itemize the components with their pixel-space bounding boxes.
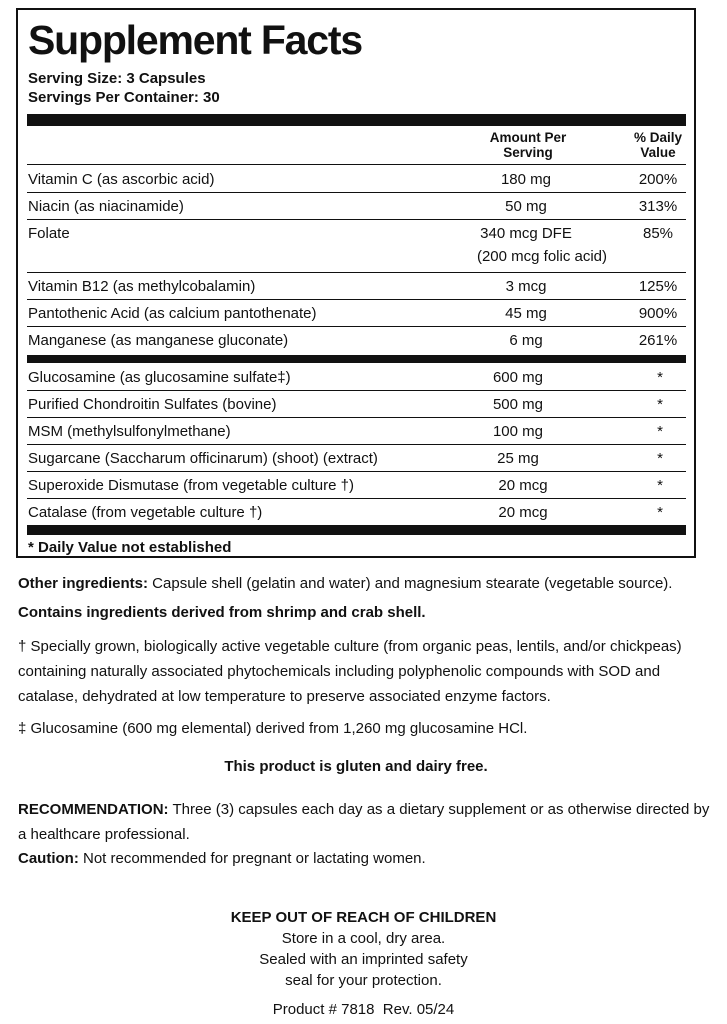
nutrient-amount: 6 mg xyxy=(509,332,543,349)
nutrient-amount: 50 mg xyxy=(505,198,547,215)
double-dagger-footnote: ‡ Glucosamine (600 mg elemental) derived from 1,260 mg glucosamine HCl. xyxy=(18,720,528,737)
row-rule xyxy=(27,417,686,418)
header-daily-value: % Daily Value xyxy=(633,130,683,160)
row-rule xyxy=(27,272,686,273)
ingredient-amount: 25 mg xyxy=(497,450,539,467)
row-rule xyxy=(27,444,686,445)
other-ingredients-text: Capsule shell (gelatin and water) and magnesium stearate (vegetable source). xyxy=(148,575,673,592)
nutrient-daily-value: 261% xyxy=(638,332,678,349)
storage-line-1: Store in a cool, dry area. xyxy=(281,930,446,947)
supplement-facts-panel xyxy=(16,8,696,558)
nutrient-daily-value: 313% xyxy=(638,198,678,215)
keep-out-of-reach: KEEP OUT OF REACH OF CHILDREN xyxy=(230,909,497,926)
storage-line-3: seal for your protection. xyxy=(285,972,442,989)
nutrient-amount: 180 mg xyxy=(500,171,552,188)
allergen-statement: Contains ingredients derived from shrimp and crab shell. xyxy=(18,604,426,621)
caution-label: Caution: xyxy=(18,850,79,867)
bottom-thick-bar xyxy=(27,525,686,535)
nutrient-daily-value: 125% xyxy=(638,278,678,295)
header-rule xyxy=(27,164,686,165)
serving-size: Serving Size: 3 Capsules xyxy=(28,70,206,87)
row-rule xyxy=(27,498,686,499)
ingredient-amount: 600 mg xyxy=(492,369,544,386)
caution-text: Not recommended for pregnant or lactating women. xyxy=(78,850,426,867)
ingredient-name: Sugarcane (Saccharum officinarum) (shoot) (extract) xyxy=(28,450,378,467)
ingredient-amount: 20 mcg xyxy=(498,477,548,494)
row-rule xyxy=(27,192,686,193)
other-ingredients-label: Other ingredients: xyxy=(18,575,149,592)
nutrient-daily-value: 85% xyxy=(642,225,674,242)
row-rule xyxy=(27,219,686,220)
nutrient-daily-value: 900% xyxy=(638,305,678,322)
ingredient-name: MSM (methylsulfonylmethane) xyxy=(28,423,231,440)
row-rule xyxy=(27,299,686,300)
nutrient-amount: 45 mg xyxy=(505,305,547,322)
gluten-dairy-free: This product is gluten and dairy free. xyxy=(224,758,488,775)
nutrient-amount: 3 mcg xyxy=(505,278,547,295)
ingredient-daily-value: * xyxy=(657,396,663,413)
ingredient-daily-value: * xyxy=(657,504,663,521)
row-rule xyxy=(27,326,686,327)
other-ingredients xyxy=(18,571,712,596)
nutrient-name: Manganese (as manganese gluconate) xyxy=(28,332,289,349)
nutrient-daily-value: 200% xyxy=(638,171,678,188)
ingredient-amount: 100 mg xyxy=(492,423,544,440)
nutrient-name: Pantothenic Acid (as calcium pantothenate) xyxy=(28,305,317,322)
nutrient-amount: 340 mcg DFE xyxy=(480,225,572,242)
ingredient-daily-value: * xyxy=(657,369,663,386)
product-number: Product # 7818 Rev. 05/24 xyxy=(272,1001,455,1018)
ingredient-amount: 20 mcg xyxy=(498,504,548,521)
section-thick-bar xyxy=(27,355,686,363)
top-thick-bar xyxy=(27,114,686,126)
ingredient-daily-value: * xyxy=(657,423,663,440)
recommendation xyxy=(18,797,712,847)
ingredient-name: Catalase (from vegetable culture †) xyxy=(28,504,263,521)
ingredient-name: Purified Chondroitin Sulfates (bovine) xyxy=(28,396,277,413)
ingredient-daily-value: * xyxy=(657,450,663,467)
nutrient-name: Vitamin B12 (as methylcobalamin) xyxy=(28,278,256,295)
recommendation-label: RECOMMENDATION: xyxy=(18,801,169,818)
dagger-footnote: † Specially grown, biologically active vegetable culture (from organic peas, lentils, and/or chickpeas) containing naturally associated phytochemicals including polyphenolic compounds with SOD and catalase, dehydrated at low temperature to preserve associated enzyme factors. xyxy=(18,638,682,705)
row-rule xyxy=(27,471,686,472)
nutrient-name: Niacin (as niacinamide) xyxy=(28,198,184,215)
daily-value-footnote: * Daily Value not established xyxy=(28,539,232,556)
ingredient-name: Glucosamine (as glucosamine sulfate‡) xyxy=(28,369,291,386)
caution xyxy=(18,846,712,871)
nutrient-name: Vitamin C (as ascorbic acid) xyxy=(28,171,215,188)
nutrient-amount-detail: (200 mcg folic acid) xyxy=(476,248,608,265)
row-rule xyxy=(27,390,686,391)
recommendation-text: Three (3) capsules each day as a dietary supplement or as otherwise directed by a healthcare professional. xyxy=(18,801,710,843)
nutrient-name: Folate xyxy=(28,225,70,242)
header-amount-per-serving: Amount Per Serving xyxy=(489,130,567,160)
servings-per-container: Servings Per Container: 30 xyxy=(28,89,220,106)
storage-line-2: Sealed with an imprinted safety xyxy=(259,951,468,968)
panel-title: Supplement Facts xyxy=(28,17,362,63)
ingredient-daily-value: * xyxy=(657,477,663,494)
ingredient-amount: 500 mg xyxy=(492,396,544,413)
ingredient-name: Superoxide Dismutase (from vegetable culture †) xyxy=(28,477,354,494)
